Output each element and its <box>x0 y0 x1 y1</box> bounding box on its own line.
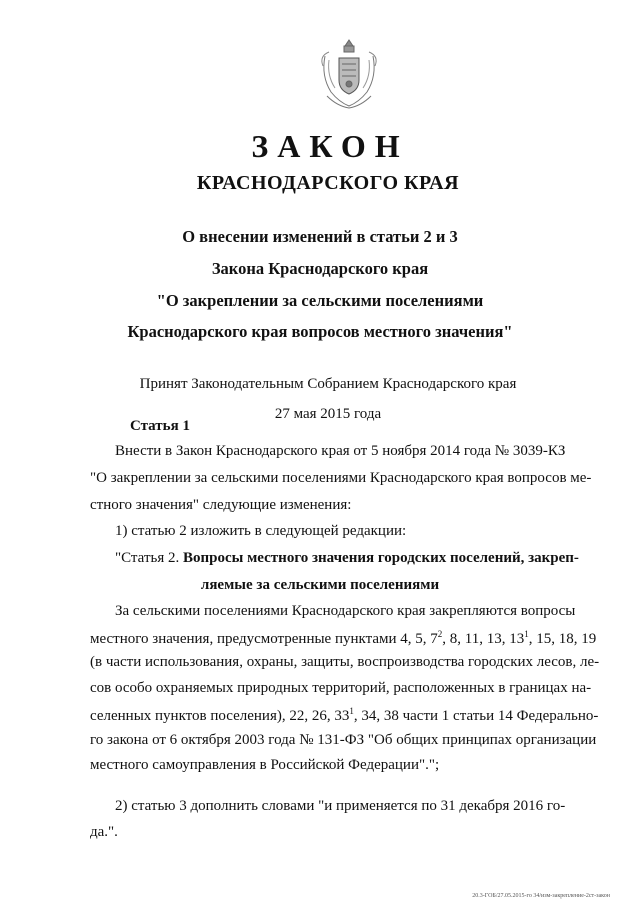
paragraph-line: (в части использования, охраны, защиты, воспроизводства городских лесов, ле- <box>90 654 600 670</box>
region-title: КРАСНОДАРСКОГО КРАЯ <box>196 172 460 194</box>
paragraph-line <box>90 629 596 648</box>
coat-of-arms-emblem <box>315 36 383 112</box>
paragraph-line: го закона от 6 октября 2003 года № 131-ФЗ "Об общих принципах организации <box>90 732 597 748</box>
text-fragment: местного значения, предусмотренные пунктами 4, 5, 7 <box>90 631 438 647</box>
paragraph-line <box>90 706 598 725</box>
law-title: ЗАКОН <box>251 128 409 164</box>
adoption-line-1: Принят Законодательным Собранием Краснодарского края <box>139 376 517 392</box>
paragraph-line: Внести в Закон Краснодарского края от 5 ноября 2014 года № 3039-КЗ <box>115 443 566 459</box>
paragraph-line: да.". <box>90 824 118 840</box>
text-fragment: , 34, 38 части 1 статьи 14 Федерально- <box>353 708 599 724</box>
adoption-date: 27 мая 2015 года <box>274 406 382 422</box>
paragraph-line: местного самоуправления в Российской Федерации"."; <box>90 757 440 773</box>
article-2-title: Вопросы местного значения городских поселений, закреп- <box>182 550 579 566</box>
footer-document-code: 20.3-ГОБ/27.05.2015-го 34/изм-закрепление-2ст-закон <box>472 893 610 899</box>
paragraph-line: сов особо охраняемых природных территорий, расположенных в границах на- <box>90 680 592 696</box>
article-2-title-cont: ляемые за сельскими поселениями <box>200 577 440 593</box>
superscript: 1 <box>349 706 354 716</box>
superscript: 1 <box>524 629 529 639</box>
subject-line-1: О внесении изменений в статьи 2 и 3 <box>182 227 458 246</box>
paragraph-line: стного значения" следующие изменения: <box>90 497 352 513</box>
article-heading: Статья 1 <box>130 418 190 434</box>
paragraph-line: За сельскими поселениями Краснодарского края закрепляются вопросы <box>115 603 576 619</box>
subject-line-3: "О закреплении за сельскими поселениями <box>156 291 484 310</box>
subject-line-2: Закона Краснодарского края <box>211 259 429 278</box>
paragraph-line: 1) статью 2 изложить в следующей редакции: <box>115 523 407 539</box>
superscript: 2 <box>437 629 443 639</box>
paragraph-line <box>115 550 579 567</box>
subject-line-4: Краснодарского края вопросов местного значения" <box>127 322 513 341</box>
text-fragment: селенных пунктов поселения), 22, 26, 33 <box>90 708 350 724</box>
article-2-prefix: "Статья 2. <box>115 550 183 566</box>
text-fragment: , 15, 18, 19 <box>528 631 597 647</box>
paragraph-line: "О закреплении за сельскими поселениями Краснодарского края вопросов ме- <box>90 470 592 486</box>
paragraph-line: 2) статью 3 дополнить словами "и применяется по 31 декабря 2016 го- <box>115 798 566 814</box>
text-fragment: , 8, 11, 13, 13 <box>442 631 525 647</box>
